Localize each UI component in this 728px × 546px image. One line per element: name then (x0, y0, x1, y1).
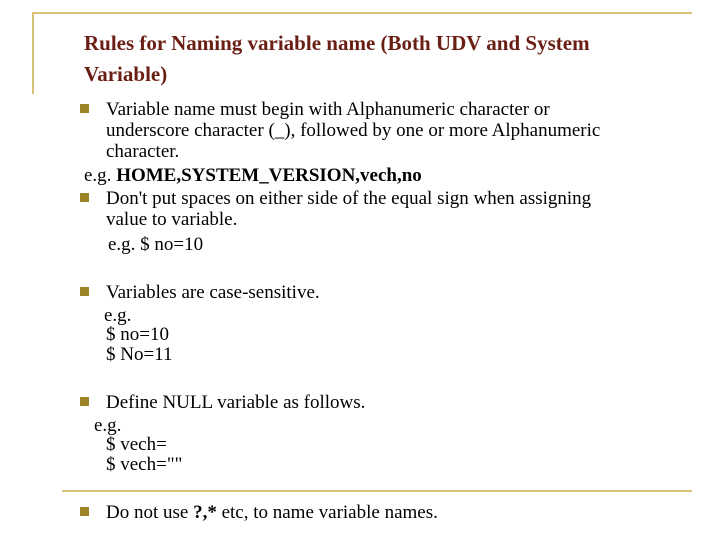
bullet-4-example-label: e.g. (94, 415, 122, 436)
bullet-1-line-1: Variable name must begin with Alphanumeric character or (106, 99, 550, 120)
bullet-3-example-line-2: $ No=11 (106, 344, 173, 365)
example-variable-names: HOME,SYSTEM_VERSION,vech,no (116, 165, 422, 186)
bullet-marker-icon (80, 397, 89, 406)
bullet-4-text: Define NULL variable as follows. (106, 392, 366, 413)
bullet-5-suffix: etc, to name variable names. (216, 502, 438, 523)
bullet-2-example: e.g. $ no=10 (108, 234, 204, 255)
left-rule (32, 12, 34, 94)
bullet-4-example-line-2: $ vech="" (106, 454, 183, 475)
bullet-marker-icon (80, 507, 89, 516)
bullet-3-text: Variables are case-sensitive. (106, 282, 320, 303)
bullet-1-example (84, 166, 422, 185)
bottom-rule (62, 490, 692, 492)
bullet-3-example-label: e.g. (104, 305, 132, 326)
bullet-4-example-line-1: $ vech= (106, 434, 167, 455)
bullet-1-line-2: underscore character (_), followed by one or more Alphanumeric (106, 120, 601, 141)
bullet-marker-icon (80, 104, 89, 113)
bullet-marker-icon (80, 193, 89, 202)
bullet-3-example-line-1: $ no=10 (106, 324, 169, 345)
bullet-5-text (106, 503, 438, 522)
bullet-1-line-3: character. (106, 141, 180, 162)
bullet-5-bold: ?,* (193, 502, 217, 523)
example-prefix: e.g. (84, 165, 117, 186)
slide-title: Rules for Naming variable name (Both UDV and System Variable) (84, 31, 590, 86)
bullet-2-line-2: value to variable. (106, 209, 238, 230)
bullet-marker-icon (80, 287, 89, 296)
top-rule (32, 12, 692, 14)
bullet-5-prefix: Do not use (106, 502, 194, 523)
bullet-2-line-1: Don't put spaces on either side of the equal sign when assigning (106, 188, 592, 209)
